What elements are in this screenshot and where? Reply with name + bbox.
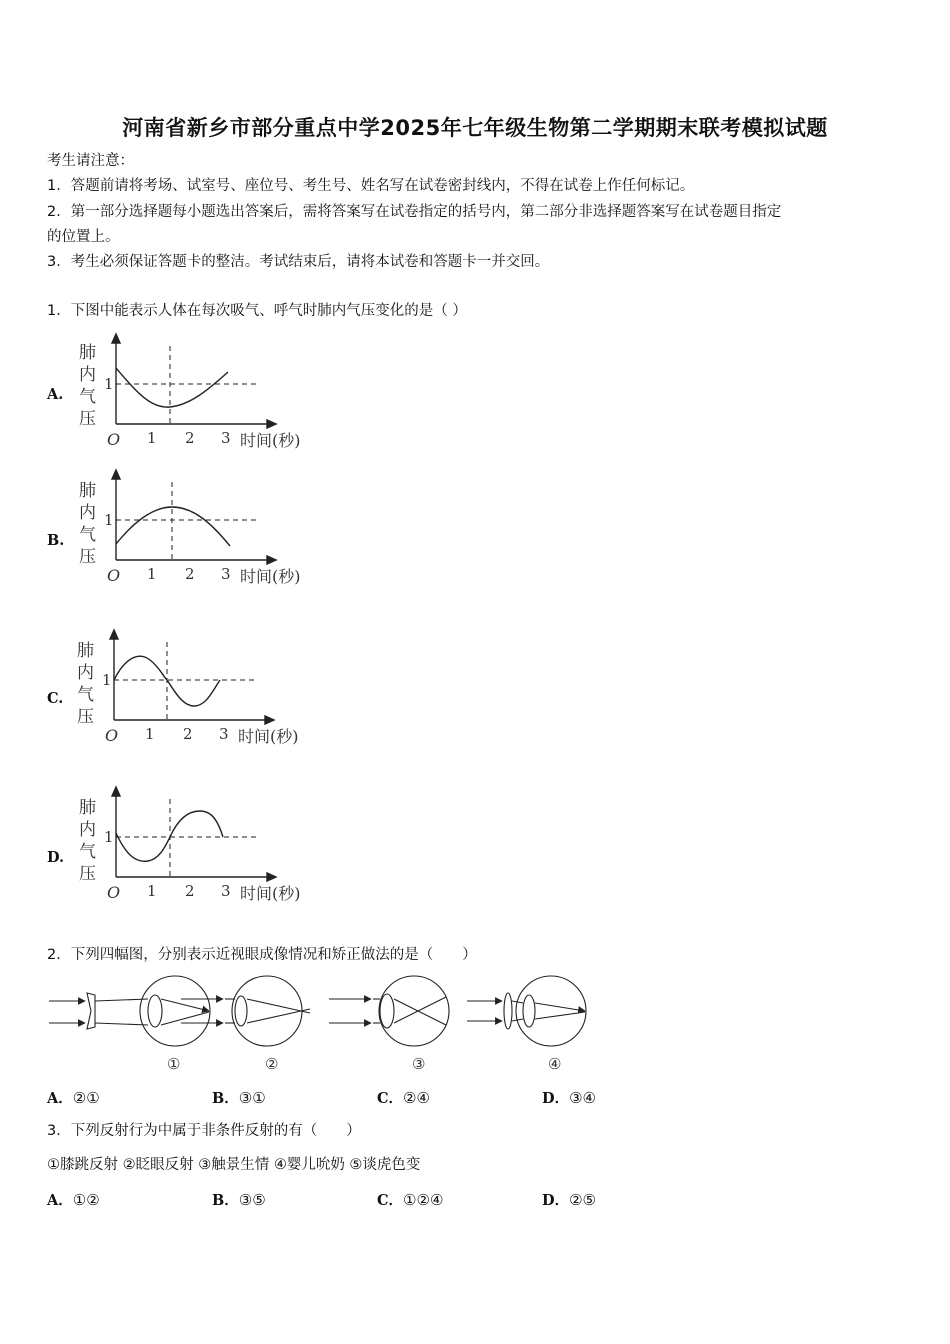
- q2-option-d-letter: D．: [542, 1090, 570, 1107]
- graph-c-ychar-2: 内: [77, 663, 94, 683]
- q1-stem: 1．下图中能表示人体在每次吸气、呼气时肺内气压变化的是（ ）: [47, 303, 467, 319]
- graph-b-ychar-3: 气: [79, 525, 96, 545]
- graph-d-tick-1: 1: [147, 882, 157, 900]
- notice-item-3: 3．考生必须保证答题卡的整洁。考试结束后，请将本试卷和答题卡一并交回。: [47, 254, 550, 270]
- q3-option-c[interactable]: [377, 1189, 443, 1210]
- graph-c-ychar-3: 气: [77, 685, 94, 705]
- graph-d-ychar-3: 气: [79, 842, 96, 862]
- q2-option-b-letter: B．: [212, 1090, 239, 1107]
- q3-option-b-letter: B．: [212, 1192, 239, 1209]
- q1-option-c-label[interactable]: C.: [47, 690, 64, 707]
- graph-c-ychar-4: 压: [77, 707, 94, 727]
- q2-option-c[interactable]: [377, 1087, 430, 1108]
- graph-d-origin: O: [107, 883, 121, 902]
- q3-stem: 3．下列反射行为中属于非条件反射的有（ ）: [47, 1123, 361, 1139]
- graph-d-ychar-4: 压: [79, 864, 96, 884]
- graph-c-ychar-1: 肺: [77, 641, 94, 661]
- q3-option-b[interactable]: [212, 1189, 266, 1210]
- q2-option-a-letter: A．: [47, 1090, 73, 1107]
- notice-item-2-cont: 的位置上。: [47, 229, 120, 245]
- graph-b-tick-1: 1: [147, 565, 157, 583]
- q1-option-a-label[interactable]: A.: [47, 386, 64, 403]
- q2-option-c-letter: C．: [377, 1090, 404, 1107]
- graph-a-ytick: 1: [104, 375, 114, 393]
- q1-option-d-label[interactable]: D.: [47, 849, 65, 866]
- graph-d-tick-2: 2: [185, 882, 195, 900]
- q2-option-a-value: ②①: [72, 1089, 100, 1107]
- q2-option-b-value: ③①: [238, 1089, 266, 1107]
- q3-option-a-letter: A．: [47, 1192, 73, 1209]
- graph-b-tick-2: 2: [185, 565, 195, 583]
- graph-d-ychar-1: 肺: [79, 798, 96, 818]
- graph-a-tick-2: 2: [185, 429, 195, 447]
- q2-option-c-value: ②④: [403, 1089, 430, 1107]
- graph-b-xlabel: 时间(秒): [240, 567, 301, 586]
- q3-option-a[interactable]: [47, 1189, 100, 1210]
- q3-option-c-value: ①②④: [403, 1191, 444, 1209]
- q2-stem: 2．下列四幅图，分别表示近视眼成像情况和矫正做法的是（ ）: [47, 947, 477, 963]
- q3-option-d-letter: D．: [542, 1192, 570, 1209]
- exam-title: 河南省新乡市部分重点中学2025年七年级生物第二学期期末联考模拟试题: [122, 116, 828, 140]
- graph-a-ychar-4: 压: [79, 409, 96, 429]
- graph-a-xlabel: 时间(秒): [240, 431, 301, 450]
- graph-c-ytick: 1: [102, 671, 112, 689]
- graph-b-origin: O: [107, 566, 121, 585]
- q2-option-a[interactable]: [47, 1087, 100, 1108]
- graph-d-ytick: 1: [104, 828, 114, 846]
- q2-eye-diagrams: [45, 975, 605, 1075]
- graph-a-ychar-1: 肺: [79, 343, 96, 363]
- q1-graph-b: [70, 466, 330, 590]
- graph-a-origin: O: [107, 430, 121, 449]
- graph-c-tick-3: 3: [219, 725, 229, 743]
- graph-c-tick-2: 2: [183, 725, 193, 743]
- q1-graph-a: [70, 330, 330, 454]
- q2-option-d-value: ③④: [569, 1089, 596, 1107]
- notice-item-1: 1．答题前请将考场、试室号、座位号、考生号、姓名写在试卷密封线内，不得在试卷上作任何标记。: [47, 178, 695, 194]
- notice-heading: 考生请注意：: [47, 153, 134, 169]
- eye-diagram-3: [329, 976, 449, 1046]
- graph-a-tick-3: 3: [221, 429, 231, 447]
- graph-d-xlabel: 时间(秒): [240, 884, 301, 903]
- q1-graph-c: [70, 626, 330, 750]
- notice-item-2: 2．第一部分选择题每小题选出答案后，需将答案写在试卷指定的括号内，第二部分非选择题答案写在试卷题目指定: [47, 204, 782, 220]
- eye-diagram-3-label: ③: [412, 1055, 426, 1073]
- graph-a-tick-1: 1: [147, 429, 157, 447]
- graph-b-ychar-1: 肺: [79, 481, 96, 501]
- q2-option-b[interactable]: [212, 1087, 266, 1108]
- eye-diagram-1: [49, 976, 210, 1046]
- graph-d-ychar-2: 内: [79, 820, 96, 840]
- q3-option-a-value: ①②: [72, 1191, 100, 1209]
- graph-c-xlabel: 时间(秒): [238, 727, 299, 746]
- q2-option-d[interactable]: [542, 1087, 596, 1108]
- q3-option-d-value: ②⑤: [569, 1191, 596, 1209]
- graph-d-tick-3: 3: [221, 882, 231, 900]
- q3-option-b-value: ③⑤: [238, 1191, 266, 1209]
- q3-option-c-letter: C．: [377, 1192, 404, 1209]
- graph-b-ytick: 1: [104, 511, 114, 529]
- eye-diagram-1-label: ①: [167, 1055, 181, 1073]
- graph-c-origin: O: [105, 726, 119, 745]
- q3-option-d[interactable]: [542, 1189, 596, 1210]
- q1-graph-d: [70, 783, 330, 907]
- q3-items: ①膝跳反射 ②眨眼反射 ③触景生情 ④婴儿吮奶 ⑤谈虎色变: [47, 1157, 421, 1173]
- eye-diagram-4-label: ④: [548, 1055, 562, 1073]
- graph-a-ychar-2: 内: [79, 365, 96, 385]
- eye-diagram-2-label: ②: [265, 1055, 279, 1073]
- graph-b-tick-3: 3: [221, 565, 231, 583]
- graph-b-ychar-2: 内: [79, 503, 96, 523]
- graph-a-ychar-3: 气: [79, 387, 96, 407]
- graph-b-ychar-4: 压: [79, 547, 96, 567]
- eye-diagram-4: [467, 976, 586, 1046]
- q1-option-b-label[interactable]: B.: [47, 532, 65, 549]
- graph-c-tick-1: 1: [145, 725, 155, 743]
